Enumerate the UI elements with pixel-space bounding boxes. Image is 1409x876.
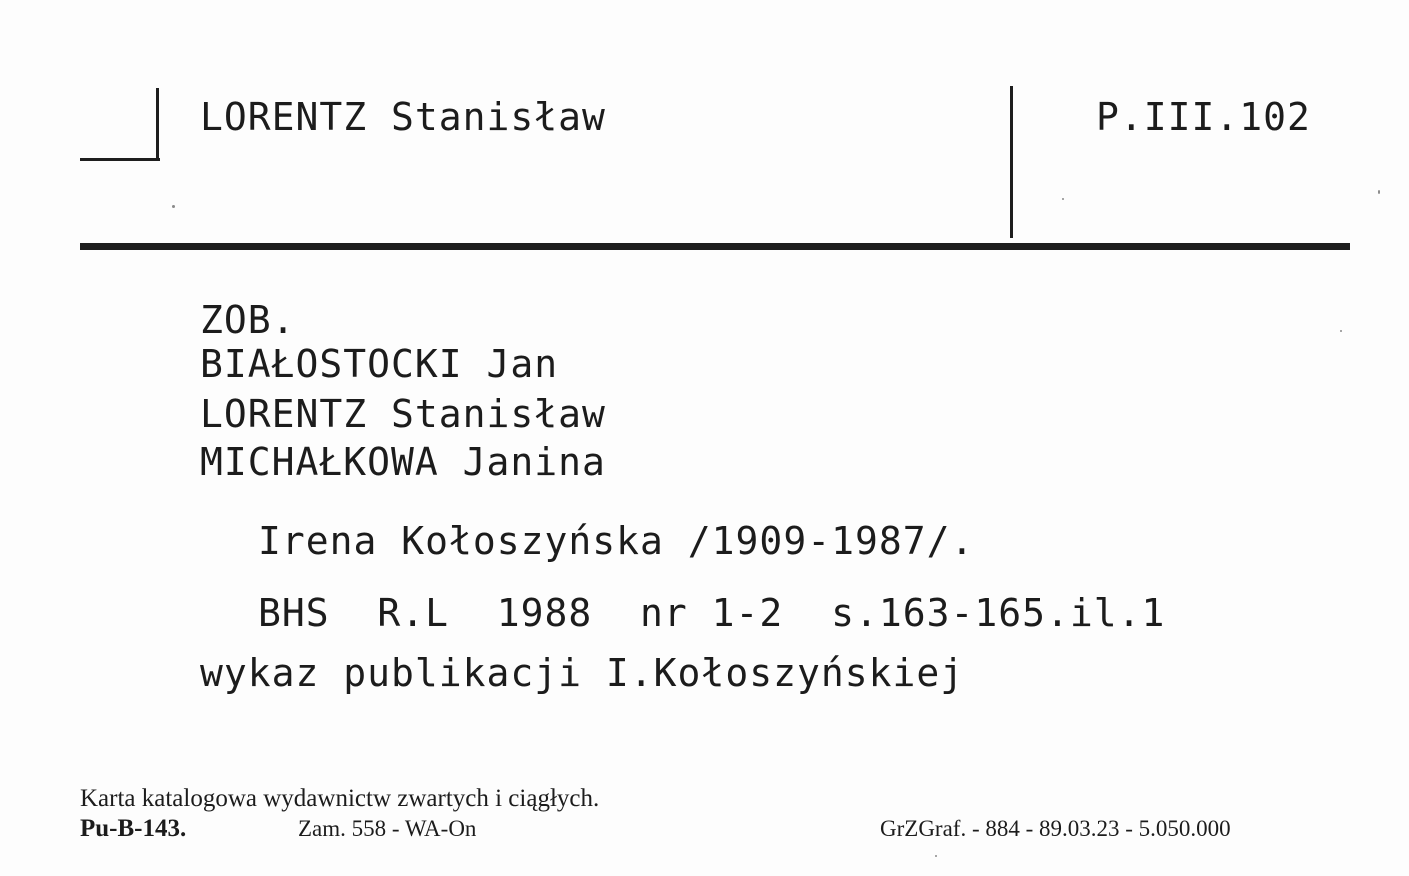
see-label: ZOB.	[200, 298, 296, 342]
entry-source: BHS R.L 1988 nr 1-2 s.163-165.il.1	[258, 591, 1166, 635]
see-name-2: LORENTZ Stanisław	[200, 392, 606, 436]
scan-speck	[1062, 198, 1064, 200]
printer-info: GrZGraf. - 884 - 89.03.23 - 5.050.000	[880, 816, 1231, 841]
order-number: Zam. 558 - WA-On	[298, 816, 477, 841]
corner-mark-horizontal	[80, 158, 160, 161]
entry-title: Irena Kołoszyńska /1909-1987/.	[258, 519, 975, 563]
form-code: Pu-B-143.	[80, 815, 187, 842]
scan-speck	[172, 205, 175, 208]
corner-mark-vertical	[156, 88, 159, 160]
header-divider	[1010, 86, 1013, 238]
header-author: LORENTZ Stanisław	[200, 95, 606, 139]
header-rule	[80, 243, 1350, 250]
see-name-3: MICHAŁKOWA Janina	[200, 440, 606, 484]
see-name-1: BIAŁOSTOCKI Jan	[200, 342, 559, 386]
scan-speck	[1378, 190, 1380, 194]
call-number: P.III.102	[1096, 95, 1311, 139]
scan-speck	[1340, 330, 1342, 332]
form-title: Karta katalogowa wydawnictw zwartych i ciągłych.	[80, 785, 600, 812]
entry-note: wykaz publikacji I.Kołoszyńskiej	[200, 651, 965, 695]
scan-speck	[935, 855, 937, 857]
